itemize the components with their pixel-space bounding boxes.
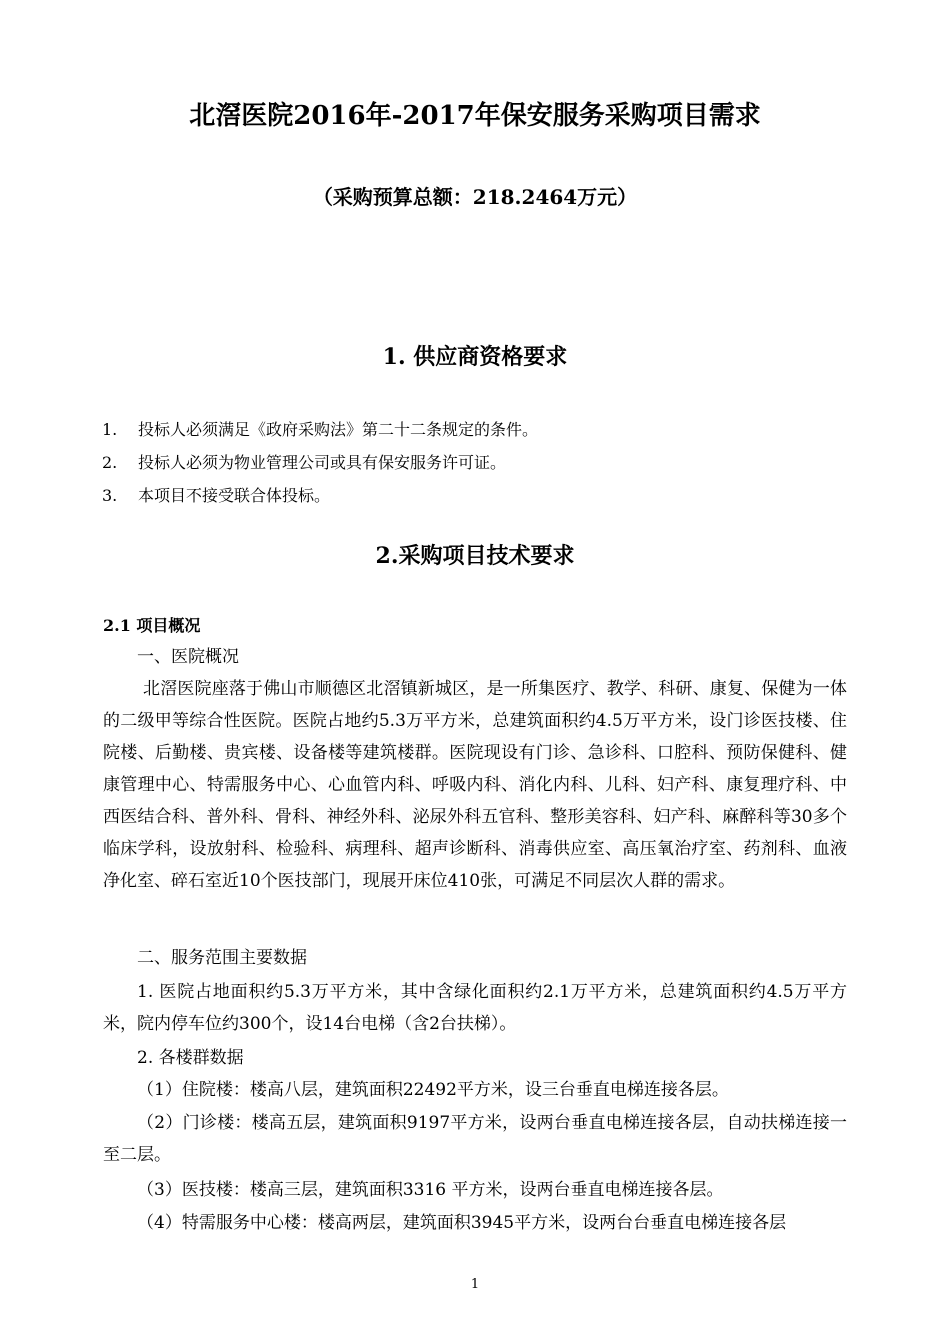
budget-line: （采购预算总额：218.2464万元） bbox=[312, 185, 638, 209]
list-item-number: 2. bbox=[102, 453, 118, 472]
part2-title: 二、服务范围主要数据 bbox=[137, 948, 307, 968]
list-item-text: 投标人必须为物业管理公司或具有保安服务许可证。 bbox=[138, 453, 507, 472]
list-item-number: 3. bbox=[102, 486, 118, 505]
building-data-title: 2. 各楼群数据 bbox=[137, 1048, 244, 1068]
building-item: （1）住院楼：楼高八层，建筑面积22492平方米，设三台垂直电梯连接各层。 bbox=[137, 1080, 729, 1100]
part1-title: 一、医院概况 bbox=[137, 647, 239, 667]
building-item: （4）特需服务中心楼：楼高两层，建筑面积3945平方米，设两台台垂直电梯连接各层 bbox=[137, 1213, 787, 1233]
list-item-number: 1. bbox=[102, 420, 118, 439]
service-scope-item-1: 1. 医院占地面积约5.3万平方米，其中含绿化面积约2.1万平方米，总建筑面积约4.5万平方米，院内停车位约300个，设14台电梯（含2台扶梯）。 bbox=[103, 982, 847, 1034]
subsection-heading: 2.1 项目概况 bbox=[103, 616, 201, 635]
building-item: （2）门诊楼：楼高五层，建筑面积9197平方米，设两台垂直电梯连接各层，自动扶梯连接一至二层。 bbox=[103, 1113, 847, 1165]
list-item bbox=[102, 479, 862, 512]
section1-heading: 1. 供应商资格要求 bbox=[382, 344, 568, 370]
page-number: 1 bbox=[470, 1277, 480, 1292]
section2-heading: 2.采购项目技术要求 bbox=[375, 543, 575, 569]
list-item bbox=[102, 446, 862, 479]
requirements-list bbox=[102, 413, 862, 512]
document-title: 北滘医院2016年-2017年保安服务采购项目需求 bbox=[189, 101, 761, 131]
building-item: （3）医技楼：楼高三层，建筑面积3316 平方米，设两台垂直电梯连接各层。 bbox=[137, 1180, 724, 1200]
list-item-text: 投标人必须满足《政府采购法》第二十二条规定的条件。 bbox=[138, 420, 539, 439]
list-item bbox=[102, 413, 862, 446]
hospital-overview-paragraph: 北滘医院座落于佛山市顺德区北滘镇新城区，是一所集医疗、教学、科研、康复、保健为一体的二级甲等综合性医院。医院占地约5.3万平方米，总建筑面积约4.5万平方米，设门诊医技楼、住院楼、后勤楼、贵宾楼、设备楼等建筑楼群。医院现设有门诊、急诊科、口腔科、预防保健科、健康管理中心、特需服务中心、心血管内科、呼吸内科、消化内科、儿科、妇产科、康复理疗科、中西医结合科、普外科、骨科、神经外科、泌尿外科五官科、整形美容科、妇产科、麻醉科等30多个临床学科，设放射科、检验科、病理科、超声诊断科、消毒供应室、高压氧治疗室、药剂科、血液净化室、碎石室近10个医技部门，现展开床位410张，可满足不同层次人群的需求。 bbox=[103, 679, 847, 891]
list-item-text: 本项目不接受联合体投标。 bbox=[138, 486, 331, 505]
